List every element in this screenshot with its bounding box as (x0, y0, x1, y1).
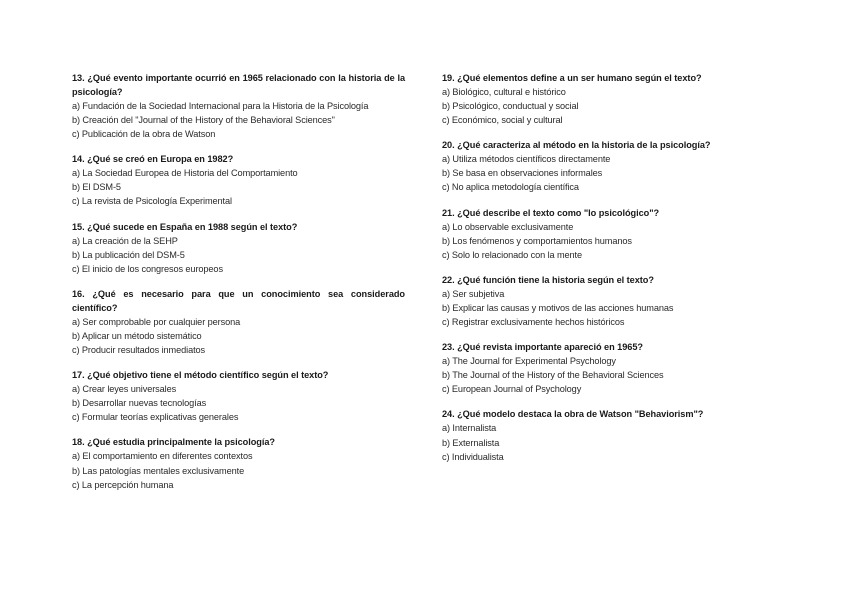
question-15 (72, 220, 405, 276)
option-a: a) Ser subjetiva (442, 288, 505, 299)
option-b: b) Desarrollar nuevas tecnologías (72, 398, 207, 409)
question-title: 23. ¿Qué revista importante apareció en 1965? (442, 342, 643, 353)
option-b: b) Psicológico, conductual y social (442, 101, 579, 112)
options-list (72, 315, 405, 357)
option-b: b) Se basa en observaciones informales (442, 168, 603, 179)
option-c: c) La revista de Psicología Experimental (72, 196, 232, 207)
options-list (72, 449, 405, 491)
option-b: b) Las patologías mentales exclusivamente (72, 465, 245, 476)
question-22 (442, 273, 720, 329)
question-title: 22. ¿Qué función tiene la historia según el texto? (442, 274, 654, 285)
options-list (72, 99, 405, 141)
question-title: 16. ¿Qué es necesario para que un conocimiento sea considerado científico? (72, 288, 405, 313)
options-list (72, 382, 405, 424)
question-title: 21. ¿Qué describe el texto como "lo psicológico"? (442, 207, 660, 218)
left-column (72, 71, 405, 503)
question-13 (72, 71, 405, 141)
question-title: 14. ¿Qué se creó en Europa en 1982? (72, 154, 234, 165)
option-a: a) El comportamiento en diferentes contextos (72, 451, 253, 462)
question-title: 15. ¿Qué sucede en España en 1988 según el texto? (72, 221, 298, 232)
options-list (442, 85, 720, 127)
option-c: c) El inicio de los congresos europeos (72, 263, 223, 274)
option-a: a) Internalista (442, 423, 497, 434)
question-19 (442, 71, 720, 127)
option-b: b) La publicación del DSM-5 (72, 249, 185, 260)
question-title: 17. ¿Qué objetivo tiene el método científico según el texto? (72, 370, 329, 381)
option-b: b) Explicar las causas y motivos de las acciones humanas (442, 302, 674, 313)
option-b: b) Creación del "Journal of the History of the Behavioral Sciences" (72, 115, 335, 126)
right-column (442, 71, 720, 475)
question-title: 13. ¿Qué evento importante ocurrió en 1965 relacionado con la historia de la psicología? (72, 73, 405, 97)
question-title: 19. ¿Qué elementos define a un ser humano según el texto? (442, 73, 702, 83)
question-14 (72, 152, 405, 208)
option-b: b) The Journal of the History of the Behavioral Sciences (442, 370, 664, 381)
question-title: 18. ¿Qué estudia principalmente la psicología? (72, 437, 275, 448)
option-c: c) Publicación de la obra de Watson (72, 129, 216, 140)
question-24 (442, 407, 720, 463)
option-b: b) Aplicar un método sistemático (72, 330, 202, 341)
option-a: a) Utiliza métodos científicos directamente (442, 154, 611, 165)
option-a: a) Ser comprobable por cualquier persona (72, 316, 241, 327)
option-c: c) No aplica metodología científica (442, 182, 579, 193)
option-b: b) Los fenómenos y comportamientos humanos (442, 235, 632, 246)
options-list (442, 354, 720, 396)
question-18 (72, 435, 405, 491)
option-a: a) Fundación de la Sociedad Internacional para la Historia de la Psicología (72, 101, 369, 111)
options-list (72, 166, 405, 208)
option-c: c) Producir resultados inmediatos (72, 345, 206, 356)
option-c: c) Individualista (442, 451, 504, 462)
option-a: a) Lo observable exclusivamente (442, 221, 574, 232)
option-a: a) Biológico, cultural e histórico (442, 87, 566, 97)
options-list (442, 421, 720, 463)
option-b: b) El DSM-5 (72, 182, 121, 193)
question-17 (72, 368, 405, 424)
options-list (442, 220, 720, 262)
option-c: c) La percepción humana (72, 479, 174, 490)
question-20 (442, 138, 720, 194)
option-c: c) Solo lo relacionado con la mente (442, 249, 583, 260)
option-c: c) Económico, social y cultural (442, 115, 563, 126)
option-a: a) The Journal for Experimental Psychology (442, 356, 616, 367)
question-title: 24. ¿Qué modelo destaca la obra de Watson "Behaviorism"? (442, 409, 704, 420)
options-list (72, 234, 405, 276)
options-list (442, 152, 720, 194)
option-c: c) Formular teorías explicativas generales (72, 412, 239, 423)
option-a: a) Crear leyes universales (72, 384, 177, 395)
options-list (442, 287, 720, 329)
option-a: a) La creación de la SEHP (72, 235, 178, 246)
question-21 (442, 206, 720, 262)
question-23 (442, 340, 720, 396)
option-a: a) La Sociedad Europea de Historia del Comportamiento (72, 168, 298, 179)
question-title: 20. ¿Qué caracteriza al método en la historia de la psicología? (442, 140, 711, 151)
option-c: c) European Journal of Psychology (442, 384, 582, 395)
question-16 (72, 287, 405, 357)
option-b: b) Externalista (442, 437, 500, 448)
option-c: c) Registrar exclusivamente hechos históricos (442, 317, 625, 328)
